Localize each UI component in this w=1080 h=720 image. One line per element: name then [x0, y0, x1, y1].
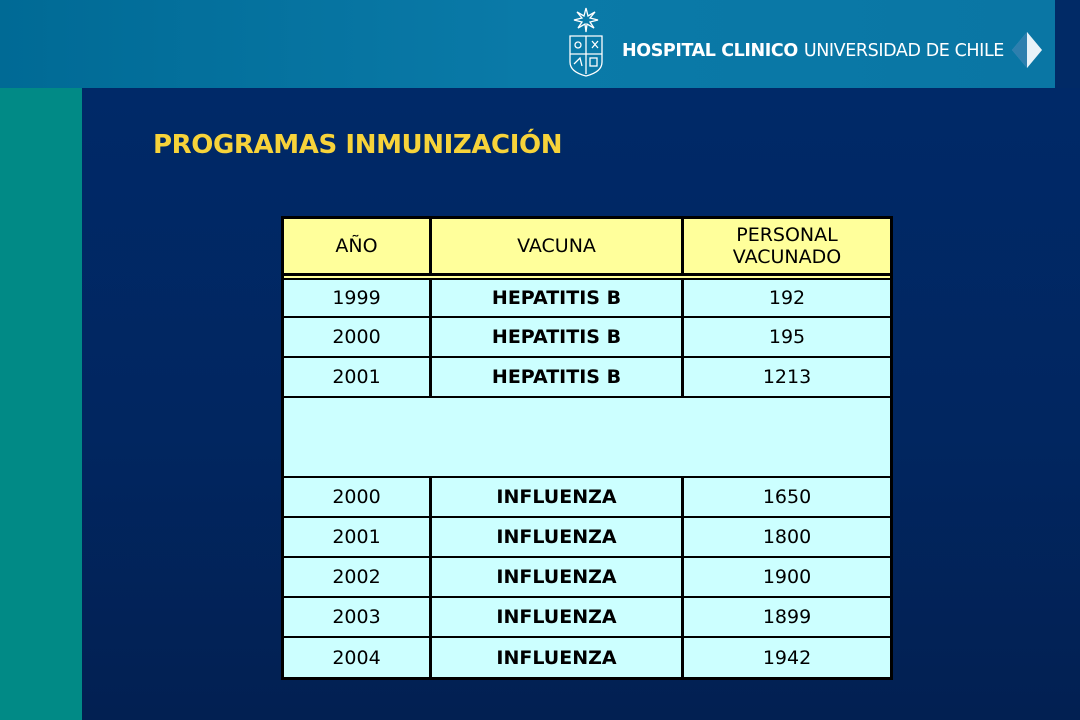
header-separator	[284, 276, 890, 278]
brand-name	[622, 36, 1004, 66]
table-cell-year: 2003	[284, 598, 429, 636]
table-cell-year: 2001	[284, 518, 429, 556]
table-cell-vaccine: INFLUENZA	[432, 638, 681, 677]
table-cell-vaccine: INFLUENZA	[432, 558, 681, 596]
diamond-logo-icon	[1012, 32, 1042, 68]
table-cell-count: 1650	[684, 478, 890, 516]
table-cell-count: 192	[684, 280, 890, 316]
table-cell-count: 1800	[684, 518, 890, 556]
table-cell-year: 2001	[284, 358, 429, 396]
table-cell-year: 2000	[284, 318, 429, 356]
table-cell-count: 195	[684, 318, 890, 356]
table-cell-count: 1900	[684, 558, 890, 596]
immunization-table	[281, 216, 893, 680]
table-cell-vaccine: INFLUENZA	[432, 598, 681, 636]
table-cell-vaccine: HEPATITIS B	[432, 280, 681, 316]
header-corner	[1055, 0, 1080, 88]
table-header-cell: PERSONAL VACUNADO	[684, 219, 890, 273]
brand-name-bold: HOSPITAL CLINICO	[622, 41, 798, 61]
table-header-cell: AÑO	[284, 219, 429, 273]
table-cell-year: 2000	[284, 478, 429, 516]
university-crest-icon	[562, 6, 610, 78]
table-cell-vaccine: HEPATITIS B	[432, 318, 681, 356]
brand-name-rest: UNIVERSIDAD DE CHILE	[803, 41, 1004, 61]
sidebar-strip	[0, 88, 82, 720]
table-header-cell: VACUNA	[432, 219, 681, 273]
table-cell-count: 1942	[684, 638, 890, 677]
table-cell-count: 1899	[684, 598, 890, 636]
table-cell-vaccine: INFLUENZA	[432, 478, 681, 516]
table-cell-vaccine: HEPATITIS B	[432, 358, 681, 396]
header-band	[0, 0, 1055, 88]
page-title: PROGRAMAS INMUNIZACIÓN	[153, 130, 563, 160]
table-cell-year: 2004	[284, 638, 429, 677]
table-cell-vaccine: INFLUENZA	[432, 518, 681, 556]
table-cell-year: 2002	[284, 558, 429, 596]
table-cell-year: 1999	[284, 280, 429, 316]
table-empty-row	[284, 398, 890, 476]
table-cell-count: 1213	[684, 358, 890, 396]
